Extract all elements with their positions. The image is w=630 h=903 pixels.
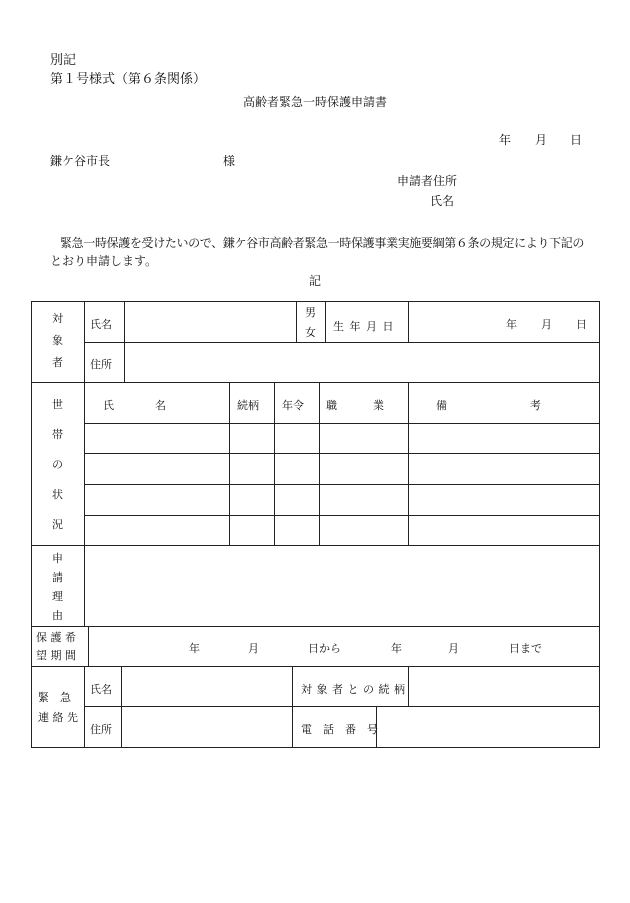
period-month-2: 月: [448, 642, 459, 655]
period-day-1: 日から: [308, 642, 341, 655]
col-job-2: 業: [373, 399, 384, 412]
emergency-phone-label: 電 話 番 号: [301, 723, 378, 736]
period-year-1: 年: [189, 642, 200, 655]
sex-female: 女: [305, 326, 316, 339]
col-notes-2: 考: [530, 399, 541, 412]
reason-label: 申 請 理 由: [52, 552, 63, 622]
period-year-2: 年: [391, 642, 402, 655]
emergency-name-label: 氏名: [90, 683, 112, 696]
ki-mark: 記: [309, 274, 322, 288]
col-relation: 続柄: [237, 399, 259, 412]
emergency-label: 緊 急 連 絡 先: [38, 691, 78, 724]
body-line-1: 緊急一時保護を受けたいので、鎌ケ谷市高齢者緊急一時保護事業実施要綱第６条の規定により下記の: [60, 236, 585, 250]
date-day: 日: [570, 133, 583, 147]
birth-date-label: 生 年 月 日: [333, 320, 395, 333]
date-year: 年: [499, 133, 512, 147]
date-month: 月: [535, 133, 548, 147]
col-name-2: 名: [155, 399, 166, 412]
col-name-1: 氏: [103, 399, 114, 412]
subject-label: 対 象 者: [52, 312, 63, 369]
col-age: 年令: [282, 399, 304, 412]
page-title: 高齢者緊急一時保護申請書: [243, 95, 388, 109]
header-note: 別記: [50, 53, 77, 68]
col-notes-1: 備: [436, 399, 447, 412]
birth-month: 月: [541, 318, 552, 331]
subject-name-label: 氏名: [90, 318, 112, 331]
form-number: 第１号様式（第６条関係）: [50, 72, 207, 87]
emergency-relation-label: 対 象 者 と の 続 柄: [301, 683, 406, 696]
body-line-2: とおり申請します。: [50, 254, 158, 268]
period-label: 保 護 希 望 期 間: [36, 631, 76, 662]
addressee-honorific: 様: [223, 154, 236, 168]
subject-address-label: 住所: [90, 358, 112, 371]
household-label: 世 帯 の 状 況: [52, 398, 63, 531]
birth-day: 日: [576, 318, 587, 331]
applicant-name-label: 氏名: [430, 194, 455, 208]
emergency-address-label: 住所: [90, 723, 112, 736]
period-month-1: 月: [248, 642, 259, 655]
applicant-address-label: 申請者住所: [397, 174, 458, 188]
col-job-1: 職: [326, 399, 337, 412]
period-day-2: 日まで: [509, 642, 542, 655]
birth-year: 年: [506, 318, 517, 331]
addressee-name: 鎌ケ谷市長: [50, 154, 111, 168]
sex-male: 男: [305, 306, 316, 319]
